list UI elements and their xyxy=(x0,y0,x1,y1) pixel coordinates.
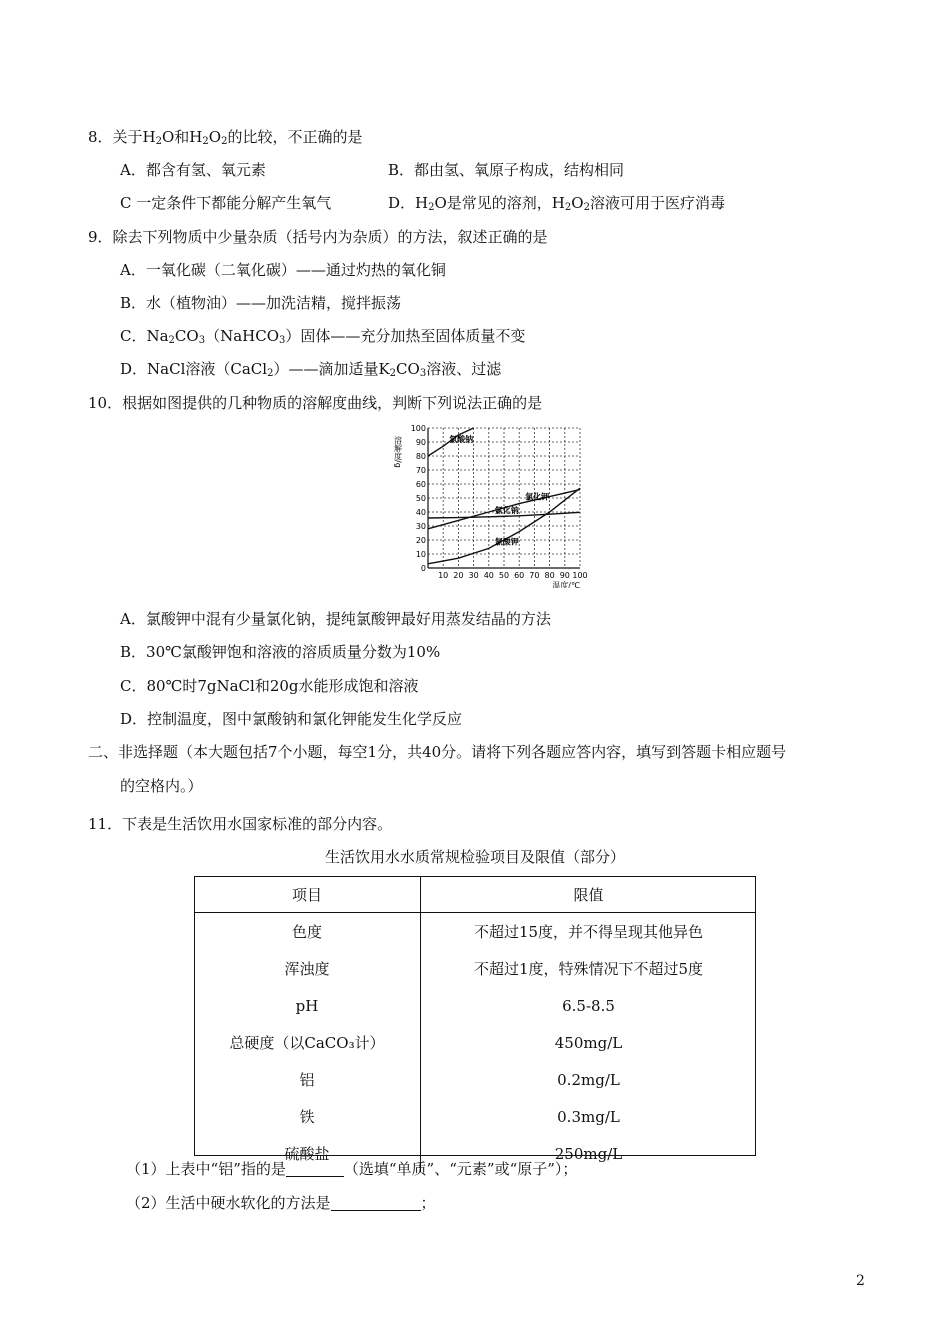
y-tick-label: 10 xyxy=(415,550,426,559)
table-cell-item: pH xyxy=(194,987,421,1024)
x-axis-label: 温度/℃ xyxy=(552,581,580,588)
q8-stem-part: 的比较，不正确的是 xyxy=(227,128,363,146)
y-tick-label: 90 xyxy=(415,438,426,447)
table-cell-item: 总硬度（以CaCO₃计） xyxy=(194,1024,421,1061)
subscript: 2 xyxy=(389,368,397,379)
table-row xyxy=(194,1061,756,1098)
subscript: 2 xyxy=(428,202,435,213)
table-title: 生活饮用水水质常规检验项目及限值（部分） xyxy=(324,848,625,866)
subscript: 3 xyxy=(198,335,206,346)
q8-option-d xyxy=(388,192,725,214)
subscript: 3 xyxy=(419,368,427,379)
q9-d-part: D．NaCl溶液（CaCl xyxy=(120,360,268,378)
q8-option-c: C 一定条件下都能分解产生氧气 xyxy=(120,194,332,212)
table-row xyxy=(194,913,756,951)
y-tick-label: 20 xyxy=(415,536,426,545)
table-cell-item: 铁 xyxy=(194,1098,421,1135)
y-tick-label: 60 xyxy=(415,480,426,489)
table-row xyxy=(194,950,756,987)
solubility-chart-svg xyxy=(394,422,590,588)
q10-option-d: D．控制温度，图中氯酸钠和氯化钾能发生化学反应 xyxy=(120,710,463,728)
subscript: 2 xyxy=(155,136,162,147)
q8-option-b: B．都由氢、氧原子构成，结构相同 xyxy=(388,161,625,179)
q9-option-c xyxy=(120,325,525,347)
table-row xyxy=(194,987,756,1024)
q9-d-part: 溶液、过滤 xyxy=(426,360,502,378)
section-2-heading: 二、非选择题（本大题包括7个小题，每空1分，共40分。请将下列各题应答内容，填写到答题卡相应题号 xyxy=(88,743,787,761)
table-cell-item: 铝 xyxy=(194,1061,421,1098)
table-header-item: 项目 xyxy=(194,876,421,913)
q11-sub2-text: （2）生活中硬水软化的方法是 xyxy=(126,1194,331,1212)
q11-sub2 xyxy=(126,1192,436,1214)
q8-stem-part: 8．关于H xyxy=(88,128,156,146)
q9-stem: 9．除去下列物质中少量杂质（括号内为杂质）的方法，叙述正确的是 xyxy=(88,228,548,246)
table-header-row xyxy=(194,876,756,913)
q9-c-part: （NaHCO xyxy=(205,327,280,345)
q8-d-part: O xyxy=(571,194,584,212)
x-tick-label: 30 xyxy=(468,571,479,580)
table-cell-limit: 0.2mg/L xyxy=(557,1070,620,1089)
answer-blank-2[interactable] xyxy=(331,1194,421,1211)
q11-sub1 xyxy=(126,1158,577,1180)
answer-blank-1[interactable] xyxy=(286,1160,344,1177)
table-cell-limit: 450mg/L xyxy=(554,1033,623,1052)
q9-option-b: B．水（植物油）——加洗洁精，搅拌振荡 xyxy=(120,294,402,312)
x-tick-label: 40 xyxy=(483,571,494,580)
q10-stem: 10．根据如图提供的几种物质的溶解度曲线，判断下列说法正确的是 xyxy=(88,394,543,412)
table-cell-limit: 0.3mg/L xyxy=(557,1107,620,1126)
y-tick-label: 30 xyxy=(415,522,426,531)
table-cell-item: 浑浊度 xyxy=(194,950,421,987)
q8-d-part: 溶液可用于医疗消毒 xyxy=(589,194,725,212)
q10-option-c: C．80℃时7gNaCl和20g水能形成饱和溶液 xyxy=(120,677,419,695)
solubility-chart xyxy=(394,422,590,588)
q11-sub2-text: ； xyxy=(420,1194,436,1212)
table-row xyxy=(194,1098,756,1135)
water-standard-table xyxy=(194,876,756,1172)
y-tick-label: 40 xyxy=(415,508,426,517)
q10-option-b: B．30℃氯酸钾饱和溶液的溶质质量分数为10% xyxy=(120,643,441,661)
subscript: 3 xyxy=(279,335,286,346)
subscript: 2 xyxy=(583,202,590,213)
q9-c-part: ）固体——充分加热至固体质量不变 xyxy=(285,327,526,345)
q9-option-a: A．一氧化碳（二氧化碳）——通过灼热的氧化铜 xyxy=(120,261,446,279)
y-tick-label: 50 xyxy=(415,494,426,503)
table-cell-limit: 250mg/L xyxy=(554,1144,623,1163)
q8-d-part: O是常见的溶剂，H xyxy=(434,194,565,212)
table-header-limit: 限值 xyxy=(421,876,757,913)
q8-option-a: A．都含有氢、氧元素 xyxy=(120,161,266,179)
q8-stem xyxy=(88,126,362,148)
q9-c-part: CO xyxy=(174,327,199,345)
subscript: 2 xyxy=(202,136,209,147)
x-tick-label: 10 xyxy=(438,571,449,580)
series-label: 氯化钾 xyxy=(525,492,550,502)
y-tick-label: 80 xyxy=(415,452,426,461)
q11-sub1-text: （1）上表中“铝”指的是 xyxy=(126,1160,286,1178)
series-label: 氯酸钠 xyxy=(449,435,474,445)
table-cell-item: 色度 xyxy=(194,913,421,951)
x-tick-label: 60 xyxy=(514,571,525,580)
section-2-heading-cont: 的空格内。） xyxy=(120,777,203,795)
subscript: 2 xyxy=(267,368,274,379)
series-label: 氯化钠 xyxy=(494,505,519,515)
subscript: 2 xyxy=(564,202,572,213)
x-tick-label: 70 xyxy=(529,571,540,580)
table-row xyxy=(194,1024,756,1061)
q10-option-a: A．氯酸钾中混有少量氯化钠，提纯氯酸钾最好用蒸发结晶的方法 xyxy=(120,610,551,628)
q9-option-d xyxy=(120,358,501,380)
y-axis-label: 溶解度/g xyxy=(394,436,403,468)
x-tick-label: 50 xyxy=(498,571,510,580)
subscript: 2 xyxy=(168,335,175,346)
q9-c-part: C．Na xyxy=(120,327,169,345)
y-tick-label: 100 xyxy=(410,424,426,433)
x-tick-label: 80 xyxy=(544,571,555,580)
q9-d-part: ）——滴加适量K xyxy=(273,360,390,378)
q8-stem-part: O xyxy=(208,128,222,146)
y-tick-label: 70 xyxy=(415,466,426,475)
table-cell-limit: 不超过1度，特殊情况下不超过5度 xyxy=(473,960,704,978)
series-label: 氯酸钾 xyxy=(494,537,519,547)
q11-stem: 11．下表是生活饮用水国家标准的部分内容。 xyxy=(88,815,393,833)
q8-stem-part: O和H xyxy=(162,128,203,146)
q9-d-part: CO xyxy=(396,360,420,378)
x-tick-label: 100 xyxy=(572,571,588,580)
q11-sub1-text: （选填“单质”、“元素”或“原子”）； xyxy=(343,1160,578,1178)
x-tick-label: 90 xyxy=(559,571,570,580)
q8-d-part: D．H xyxy=(388,194,429,212)
y-tick-label: 0 xyxy=(420,564,426,573)
table-cell-limit: 6.5-8.5 xyxy=(562,996,615,1015)
x-tick-label: 20 xyxy=(453,571,464,580)
table-cell-item: 硫酸盐 xyxy=(194,1135,421,1172)
page-number: 2 xyxy=(856,1273,865,1289)
table-cell-limit: 不超过15度，并不得呈现其他异色 xyxy=(473,923,704,941)
subscript: 2 xyxy=(221,136,228,147)
